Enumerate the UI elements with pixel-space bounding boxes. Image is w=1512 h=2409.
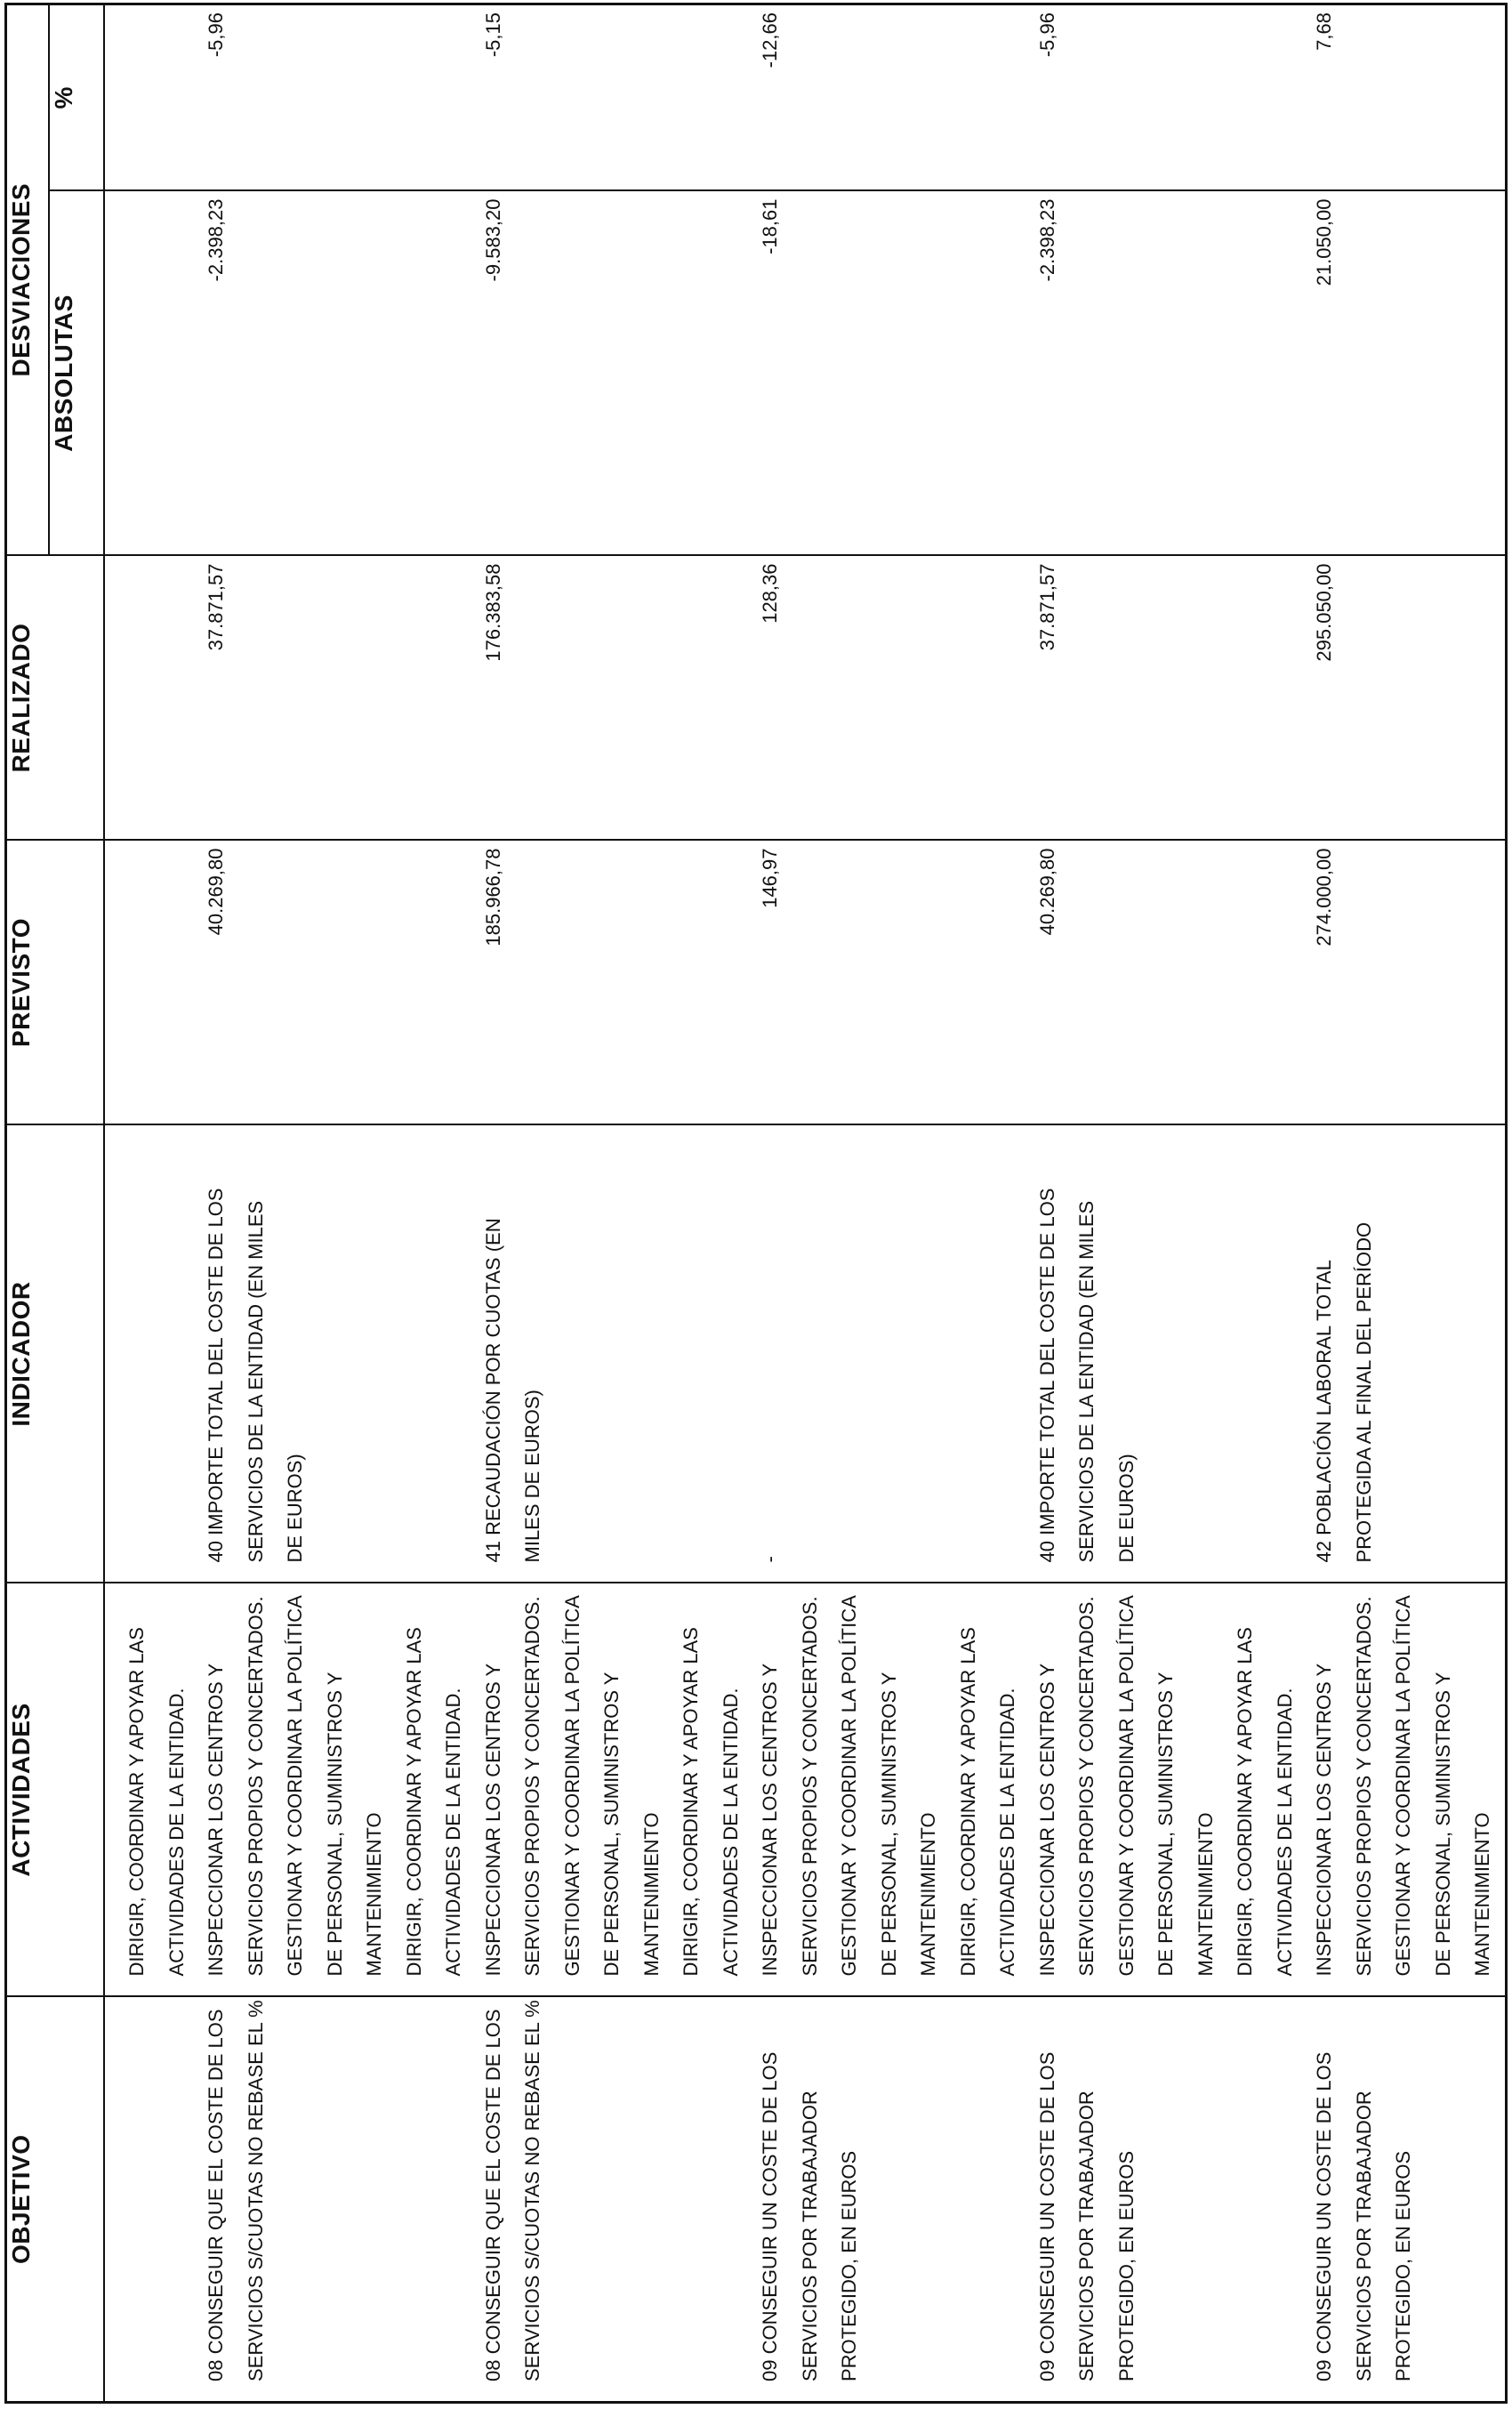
objetivo-line: SERVICIOS S/CUOTAS NO REBASE EL % (521, 2000, 543, 2381)
actividades-line: SERVICIOS PROPIOS Y CONCERTADOS. (1075, 1596, 1098, 1977)
realizado-entry (949, 564, 1226, 833)
realizado-value: 37.871,57 (205, 563, 227, 651)
absolutas-entry (672, 199, 949, 548)
absolutas-entry (949, 199, 1226, 548)
objetivo-entry (672, 2018, 949, 2382)
indicador-line: 40 IMPORTE TOTAL DEL COSTE DE LOS (205, 1188, 227, 1563)
indicador-line: MILES DE EUROS) (521, 1390, 543, 1563)
objetivo-line: PROTEGIDO, EN EUROS (838, 2150, 860, 2381)
realizado-entry (395, 564, 672, 833)
absolutas-column (104, 191, 1507, 556)
objetivo-entry (1226, 2018, 1503, 2382)
previsto-entry (395, 849, 672, 1117)
objetivo-line: 09 CONSEGUIR UN COSTE DE LOS (1035, 2051, 1058, 2381)
realizado-entry (117, 564, 395, 833)
actividades-line: ACTIVIDADES DE LA ENTIDAD. (719, 1688, 742, 1977)
previsto-value: 146,97 (759, 848, 781, 908)
objetivo-line: 09 CONSEGUIR UN COSTE DE LOS (1313, 2051, 1335, 2381)
actividades-line: GESTIONAR Y COORDINAR LA POLÍTICA (1114, 1595, 1138, 1977)
actividades-line: DE PERSONAL, SUMINISTROS Y (323, 1672, 346, 1977)
objetivo-line: SERVICIOS POR TRABAJADOR (798, 2091, 821, 2381)
realizado-column (104, 556, 1507, 841)
previsto-entry (672, 849, 949, 1117)
indicador-line: PROTEGIDA AL FINAL DEL PERÍODO (1352, 1221, 1375, 1563)
realizado-entry (672, 564, 949, 833)
actividades-line: GESTIONAR Y COORDINAR LA POLÍTICA (1392, 1595, 1414, 1977)
actividades-line: SERVICIOS PROPIOS Y CONCERTADOS. (244, 1596, 267, 1977)
actividades-line: MANTENIMIENTO (639, 1812, 663, 1977)
absolutas-entry (117, 199, 395, 548)
indicators-table (4, 3, 1508, 2404)
header-absolutas: ABSOLUTAS (49, 191, 104, 556)
actividades-entry (949, 1595, 1226, 1977)
absolutas-value: -9.583,20 (481, 198, 504, 282)
objetivo-line: 09 CONSEGUIR UN COSTE DE LOS (759, 2051, 781, 2381)
absolutas-value: -2.398,23 (205, 198, 227, 282)
absolutas-value: 21.050,00 (1313, 198, 1335, 286)
indicador-entry (117, 1146, 395, 1563)
indicador-line: DE EUROS) (1114, 1454, 1138, 1563)
porcentaje-column (104, 4, 1507, 190)
objetivo-entry (395, 2000, 672, 2382)
actividades-column (104, 1583, 1507, 1997)
realizado-entry (1226, 564, 1503, 833)
actividades-line: MANTENIMIENTO (1471, 1812, 1493, 1977)
previsto-column (104, 841, 1507, 1125)
header-indicador: INDICADOR (6, 1125, 105, 1583)
actividades-line: ACTIVIDADES DE LA ENTIDAD. (996, 1688, 1018, 1977)
objetivo-line: SERVICIOS S/CUOTAS NO REBASE EL % (244, 2000, 267, 2381)
actividades-line: GESTIONAR Y COORDINAR LA POLÍTICA (838, 1595, 860, 1977)
actividades-entry (1226, 1595, 1503, 1977)
actividades-line: ACTIVIDADES DE LA ENTIDAD. (1273, 1688, 1296, 1977)
actividades-entry (672, 1595, 949, 1977)
porcentaje-value: 7,68 (1313, 12, 1335, 51)
actividades-line: DE PERSONAL, SUMINISTROS Y (877, 1672, 900, 1977)
objetivo-line: 08 CONSEGUIR QUE EL COSTE DE LOS (481, 2009, 504, 2381)
actividades-line: SERVICIOS PROPIOS Y CONCERTADOS. (1352, 1596, 1375, 1977)
absolutas-entry (1226, 199, 1503, 548)
indicador-entry (672, 1146, 949, 1563)
actividades-entry (395, 1595, 672, 1977)
previsto-value: 40.269,80 (1035, 848, 1058, 936)
porcentaje-entry (395, 12, 672, 183)
porcentaje-entry (117, 12, 395, 183)
porcentaje-entry (1226, 12, 1503, 183)
actividades-line: MANTENIMIENTO (1194, 1812, 1217, 1977)
porcentaje-value: -5,15 (481, 12, 504, 58)
actividades-entry (117, 1595, 395, 1977)
indicador-column (104, 1125, 1507, 1583)
previsto-value: 274.000,00 (1313, 848, 1335, 947)
porcentaje-entry (949, 12, 1226, 183)
previsto-value: 185.966,78 (481, 848, 504, 947)
indicador-line: 41 RECAUDACIÓN POR CUOTAS (EN (481, 1218, 504, 1563)
header-realizado: REALIZADO (6, 556, 105, 841)
porcentaje-value: -12,66 (759, 12, 781, 68)
actividades-line: DIRIGIR, COORDINAR Y APOYAR LAS (125, 1627, 148, 1977)
actividades-line: DE PERSONAL, SUMINISTROS Y (600, 1672, 623, 1977)
objetivo-line: PROTEGIDO, EN EUROS (1114, 2150, 1138, 2381)
actividades-line: MANTENIMIENTO (363, 1812, 385, 1977)
objetivo-entry (117, 2000, 395, 2382)
header-porcentaje: % (49, 4, 104, 190)
actividades-line: GESTIONAR Y COORDINAR LA POLÍTICA (284, 1595, 306, 1977)
absolutas-entry (395, 199, 672, 548)
actividades-line: SERVICIOS PROPIOS Y CONCERTADOS. (521, 1596, 543, 1977)
previsto-value: 40.269,80 (205, 848, 227, 936)
objetivo-line: SERVICIOS POR TRABAJADOR (1352, 2091, 1375, 2381)
porcentaje-value: -5,96 (205, 12, 227, 58)
indicador-entry (1226, 1146, 1503, 1563)
header-desviaciones: DESVIACIONES (6, 4, 50, 555)
objetivo-column (104, 1997, 1507, 2403)
header-objetivo: OBJETIVO (6, 1997, 105, 2403)
actividades-line: INSPECCIONAR LOS CENTROS Y (759, 1663, 781, 1977)
indicador-line: 40 IMPORTE TOTAL DEL COSTE DE LOS (1035, 1188, 1058, 1563)
actividades-line: DE PERSONAL, SUMINISTROS Y (1431, 1672, 1454, 1977)
actividades-line: DE PERSONAL, SUMINISTROS Y (1154, 1672, 1177, 1977)
objetivo-line: PROTEGIDO, EN EUROS (1392, 2150, 1414, 2381)
porcentaje-value: -5,96 (1035, 12, 1058, 58)
actividades-line: INSPECCIONAR LOS CENTROS Y (1313, 1663, 1335, 1977)
realizado-value: 176.383,58 (481, 563, 504, 662)
header-actividades: ACTIVIDADES (6, 1583, 105, 1997)
absolutas-value: -2.398,23 (1035, 198, 1058, 282)
previsto-entry (117, 849, 395, 1117)
actividades-line: MANTENIMIENTO (917, 1812, 939, 1977)
indicador-line: - (759, 1556, 781, 1563)
absolutas-value: -18,61 (759, 198, 781, 254)
previsto-entry (1226, 849, 1503, 1117)
actividades-line: DIRIGIR, COORDINAR Y APOYAR LAS (402, 1627, 425, 1977)
previsto-entry (949, 849, 1226, 1117)
indicador-line: SERVICIOS DE LA ENTIDAD (EN MILES (1075, 1200, 1098, 1563)
porcentaje-entry (672, 12, 949, 183)
header-previsto: PREVISTO (6, 841, 105, 1125)
indicador-line: SERVICIOS DE LA ENTIDAD (EN MILES (244, 1200, 267, 1563)
actividades-line: DIRIGIR, COORDINAR Y APOYAR LAS (956, 1627, 979, 1977)
actividades-line: DIRIGIR, COORDINAR Y APOYAR LAS (1234, 1627, 1256, 1977)
indicador-line: DE EUROS) (284, 1454, 306, 1563)
indicador-entry (395, 1146, 672, 1563)
objetivo-line: SERVICIOS POR TRABAJADOR (1075, 2091, 1098, 2381)
indicador-entry (949, 1146, 1226, 1563)
actividades-line: GESTIONAR Y COORDINAR LA POLÍTICA (560, 1595, 583, 1977)
objetivo-line: 08 CONSEGUIR QUE EL COSTE DE LOS (205, 2009, 227, 2381)
actividades-line: INSPECCIONAR LOS CENTROS Y (1035, 1663, 1058, 1977)
indicador-line: 42 POBLACIÓN LABORAL TOTAL (1313, 1260, 1335, 1563)
actividades-line: DIRIGIR, COORDINAR Y APOYAR LAS (680, 1627, 702, 1977)
realizado-value: 128,36 (759, 563, 781, 624)
realizado-value: 295.050,00 (1313, 563, 1335, 662)
actividades-line: SERVICIOS PROPIOS Y CONCERTADOS. (798, 1596, 821, 1977)
actividades-line: INSPECCIONAR LOS CENTROS Y (205, 1663, 227, 1977)
realizado-value: 37.871,57 (1035, 563, 1058, 651)
actividades-line: ACTIVIDADES DE LA ENTIDAD. (442, 1688, 464, 1977)
objetivo-entry (949, 2018, 1226, 2382)
actividades-line: INSPECCIONAR LOS CENTROS Y (481, 1663, 504, 1977)
actividades-line: ACTIVIDADES DE LA ENTIDAD. (165, 1688, 188, 1977)
